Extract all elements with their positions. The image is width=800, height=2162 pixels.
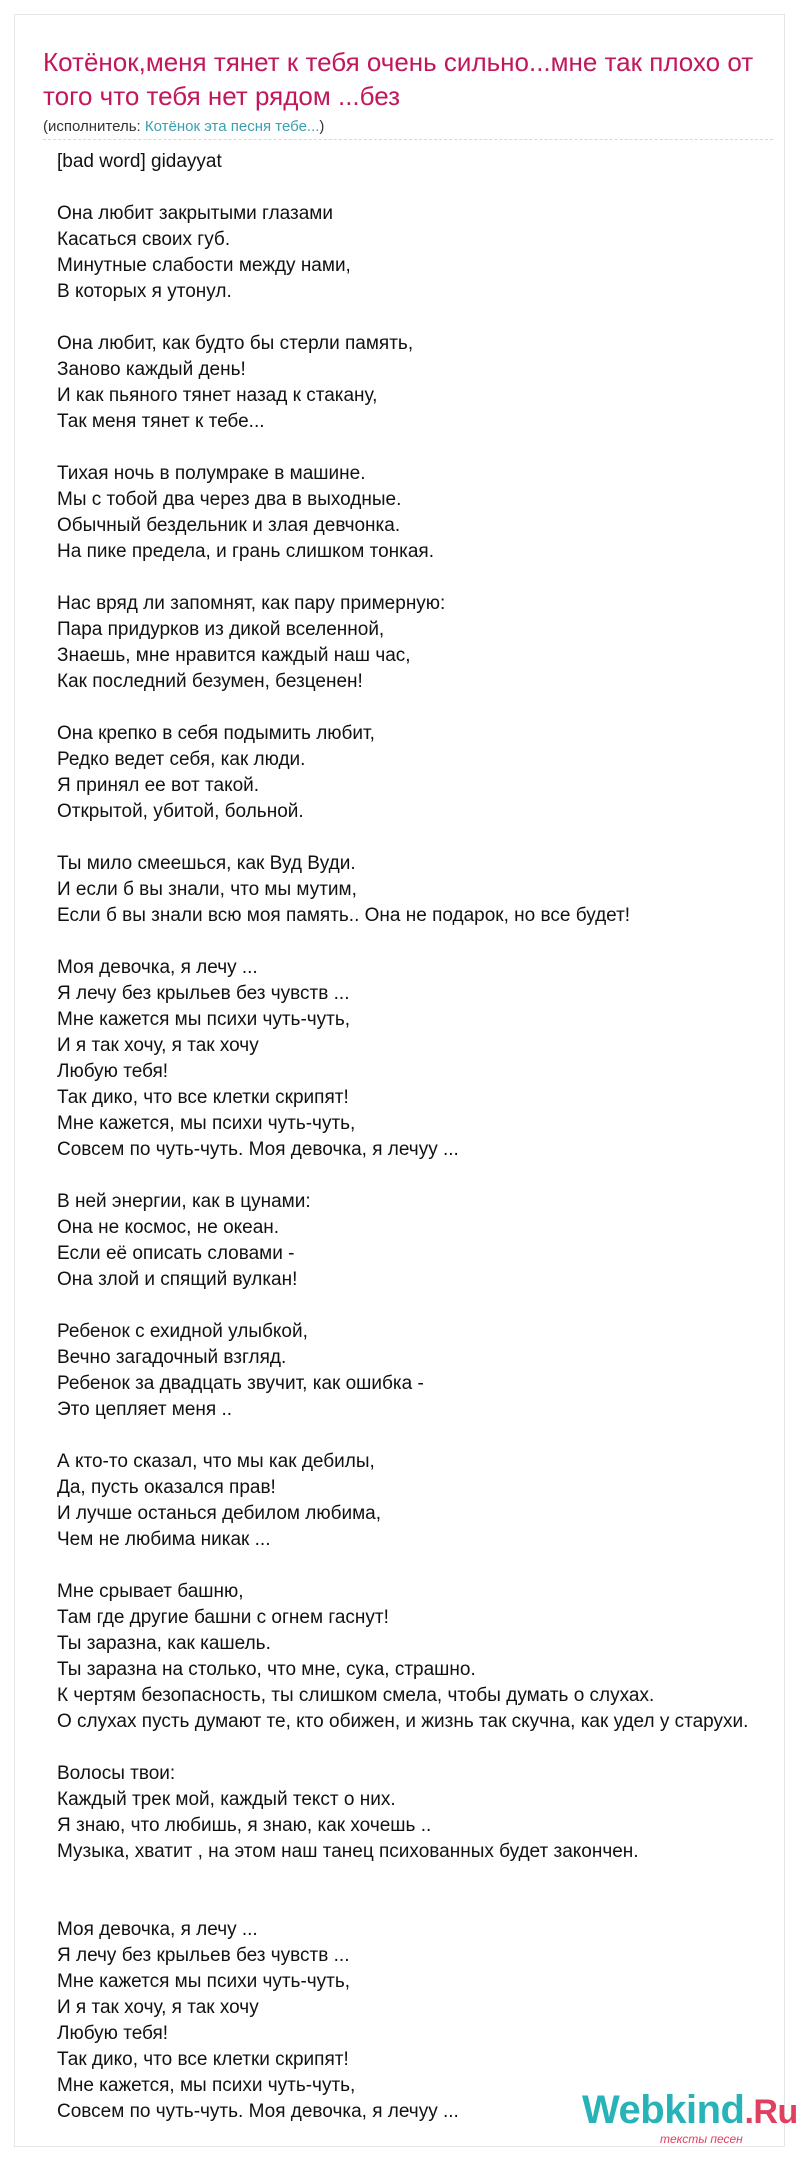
performer-line	[43, 118, 324, 135]
site-logo[interactable]	[582, 2090, 798, 2132]
logo-tld: .Ru	[744, 2093, 798, 2131]
performer-link[interactable]: Котёнок эта песня тебе...	[144, 118, 320, 135]
performer-label: (исполнитель:	[43, 118, 145, 135]
lyrics-text: [bad word] gidayyat Она любит закрытыми глазами Касаться своих губ. Минутные слабости между нами, В которых я утонул. Она любит, как будто бы стерли память, Заново каждый день! И как пьяного тянет назад к стакану, Так меня тянет к тебе... Тихая ночь в полумраке в машине. Мы с тобой два через два в выходные. Обычный бездельник и злая девчонка. На пике предела, и грань слишком тонкая. Нас вряд ли запомнят, как пару примерную: Пара придурков из дикой вселенной, Знаешь, мне нравится каждый наш час, Как последний безумен, безценен! Она крепко в себя подымить любит, Редко ведет себя, как люди. Я принял ее вот такой. Открытой, убитой, больной. Ты мило смеешься, как Вуд Вуди. И если б вы знали, что мы мутим, Если б вы знали всю моя память.. Она не подарок, но все будет! Моя девочка, я лечу ... Я лечу без крыльев без чувств ... Мне кажется мы психи чуть-чуть, И я так хочу, я так хочу Любую тебя! Так дико, что все клетки скрипят! Мне кажется, мы психи чуть-чуть, Совсем по чуть-чуть. Моя девочка, я лечуу ... В ней энергии, как в цунами: Она не космос, не океан. Если её описать словами - Она злой и спящий вулкан! Ребенок с ехидной улыбкой, Вечно загадочный взгляд. Ребенок за двадцать звучит, как ошибка - Это цепляет меня .. А кто-то сказал, что мы как дебилы, Да, пусть оказался прав! И лучше останься дебилом любима, Чем не любима никак ... Мне срывает башню, Там где другие башни с огнем гаснут! Ты заразна, как кашель. Ты заразна на столько, что мне, сука, страшно. К чертям безопасность, ты слишком смела, чтобы думать о слухах. О слухах пусть думают те, кто обижен, и жизнь так скучна, как удел у старухи. Волосы твои: Каждый трек мой, каждый текст о них. Я знаю, что любишь, я знаю, как хочешь .. Музыка, хватит , на этом наш танец психованных будет закончен. Моя девочка, я лечу ... Я лечу без крыльев без чувств ... Мне кажется мы психи чуть-чуть, И я так хочу, я так хочу Любую тебя! Так дико, что все клетки скрипят! Мне кажется, мы психи чуть-чуть, Совсем по чуть-чуть. Моя девочка, я лечуу ...	[57, 151, 749, 2122]
divider	[43, 139, 773, 140]
performer-close: )	[319, 118, 325, 135]
lyrics-card	[14, 14, 785, 2147]
logo-tagline: тексты песен	[660, 2132, 743, 2146]
song-title: Котёнок,меня тянет к тебя очень сильно...мне так плохо от того что тебя нет рядом ...без	[43, 47, 754, 111]
logo-name: Webkind	[582, 2088, 745, 2132]
